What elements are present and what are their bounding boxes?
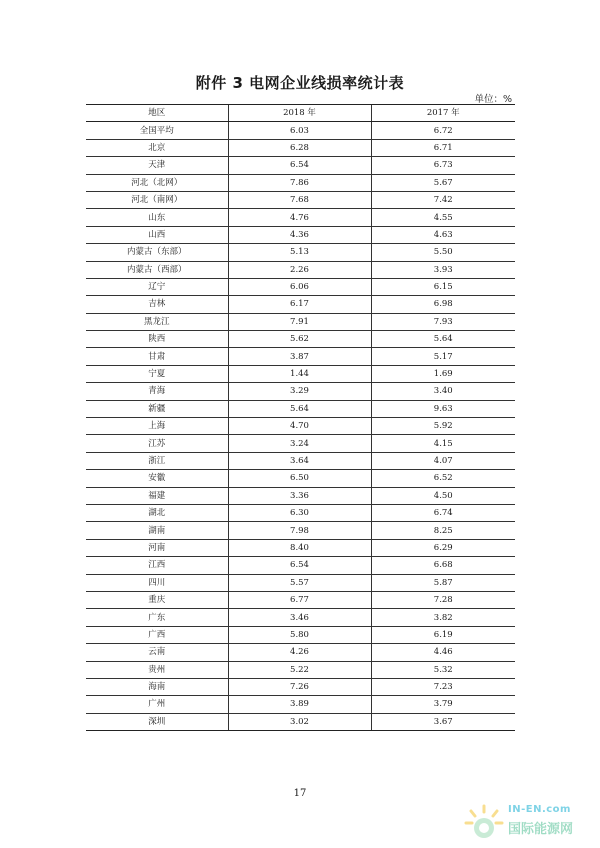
cell-2018: 6.06	[228, 278, 371, 295]
table-row	[86, 418, 515, 435]
table-row	[86, 278, 515, 295]
cell-2018: 7.68	[228, 191, 371, 208]
cell-2018: 8.40	[228, 539, 371, 556]
cell-2018: 3.89	[228, 696, 371, 713]
cell-region: 内蒙古（西部）	[86, 261, 228, 278]
cell-2017: 6.71	[371, 139, 515, 156]
cell-2018: 3.29	[228, 383, 371, 400]
cell-2018: 6.54	[228, 157, 371, 174]
table-row	[86, 609, 515, 626]
cell-2017: 5.32	[371, 661, 515, 678]
cell-2017: 6.98	[371, 296, 515, 313]
cell-2018: 4.26	[228, 644, 371, 661]
cell-2018: 3.87	[228, 348, 371, 365]
table-row	[86, 313, 515, 330]
cell-2018: 6.50	[228, 470, 371, 487]
header-2018: 2018 年	[228, 105, 371, 122]
table-row	[86, 191, 515, 208]
cell-2018: 3.64	[228, 452, 371, 469]
cell-2017: 8.25	[371, 522, 515, 539]
page-number: 17	[293, 788, 307, 799]
table-row	[86, 696, 515, 713]
table-row	[86, 331, 515, 348]
cell-region: 江苏	[86, 435, 228, 452]
cell-2018: 3.46	[228, 609, 371, 626]
table-row	[86, 678, 515, 695]
cell-region: 广州	[86, 696, 228, 713]
cell-2017: 7.42	[371, 191, 515, 208]
cell-region: 浙江	[86, 452, 228, 469]
table-row	[86, 626, 515, 643]
cell-2018: 5.64	[228, 400, 371, 417]
cell-2017: 4.15	[371, 435, 515, 452]
cell-2017: 9.63	[371, 400, 515, 417]
cell-region: 深圳	[86, 713, 228, 730]
watermark-cn: 国际能源网	[508, 822, 574, 837]
table-row	[86, 435, 515, 452]
cell-region: 湖北	[86, 504, 228, 521]
cell-2017: 6.52	[371, 470, 515, 487]
cell-region: 北京	[86, 139, 228, 156]
cell-region: 河南	[86, 539, 228, 556]
cell-region: 福建	[86, 487, 228, 504]
cell-region: 江西	[86, 557, 228, 574]
table-row	[86, 296, 515, 313]
table-row	[86, 522, 515, 539]
table-row	[86, 365, 515, 382]
header-region: 地区	[86, 105, 228, 122]
cell-2017: 3.93	[371, 261, 515, 278]
cell-region: 陕西	[86, 331, 228, 348]
cell-2018: 6.30	[228, 504, 371, 521]
cell-2018: 5.22	[228, 661, 371, 678]
cell-2017: 4.63	[371, 226, 515, 243]
cell-2017: 6.73	[371, 157, 515, 174]
cell-2017: 3.79	[371, 696, 515, 713]
cell-region: 内蒙古（东部）	[86, 244, 228, 261]
cell-2017: 6.19	[371, 626, 515, 643]
table-row	[86, 574, 515, 591]
cell-2018: 4.36	[228, 226, 371, 243]
cell-2018: 6.17	[228, 296, 371, 313]
cell-2018: 5.13	[228, 244, 371, 261]
cell-2017: 4.46	[371, 644, 515, 661]
cell-2018: 5.57	[228, 574, 371, 591]
cell-region: 重庆	[86, 591, 228, 608]
cell-region: 全国平均	[86, 122, 228, 139]
table-row	[86, 557, 515, 574]
cell-2017: 4.55	[371, 209, 515, 226]
cell-region: 新疆	[86, 400, 228, 417]
cell-2018: 1.44	[228, 365, 371, 382]
cell-2017: 3.40	[371, 383, 515, 400]
cell-region: 海南	[86, 678, 228, 695]
cell-region: 吉林	[86, 296, 228, 313]
cell-2017: 5.64	[371, 331, 515, 348]
cell-2018: 6.03	[228, 122, 371, 139]
cell-2017: 3.82	[371, 609, 515, 626]
table-row	[86, 661, 515, 678]
cell-2017: 1.69	[371, 365, 515, 382]
table-row	[86, 504, 515, 521]
table-row	[86, 226, 515, 243]
cell-2018: 2.26	[228, 261, 371, 278]
cell-2017: 4.07	[371, 452, 515, 469]
cell-2018: 3.02	[228, 713, 371, 730]
table-row	[86, 261, 515, 278]
cell-region: 山东	[86, 209, 228, 226]
cell-2017: 7.23	[371, 678, 515, 695]
table-header-row	[86, 105, 515, 122]
table-row	[86, 539, 515, 556]
cell-2018: 5.62	[228, 331, 371, 348]
cell-region: 青海	[86, 383, 228, 400]
cell-2018: 4.70	[228, 418, 371, 435]
cell-2018: 7.86	[228, 174, 371, 191]
table-row	[86, 157, 515, 174]
table-row	[86, 122, 515, 139]
sun-logo-icon	[462, 802, 506, 842]
cell-2017: 5.87	[371, 574, 515, 591]
cell-region: 辽宁	[86, 278, 228, 295]
cell-region: 山西	[86, 226, 228, 243]
table-row	[86, 174, 515, 191]
table-row	[86, 591, 515, 608]
cell-2017: 5.67	[371, 174, 515, 191]
table-row	[86, 209, 515, 226]
cell-2018: 7.26	[228, 678, 371, 695]
cell-region: 甘肃	[86, 348, 228, 365]
cell-2018: 5.80	[228, 626, 371, 643]
table-row	[86, 470, 515, 487]
cell-2017: 7.93	[371, 313, 515, 330]
unit-label: 单位：%	[474, 94, 512, 105]
cell-2018: 6.28	[228, 139, 371, 156]
cell-region: 四川	[86, 574, 228, 591]
cell-2018: 7.98	[228, 522, 371, 539]
table-row	[86, 452, 515, 469]
cell-2017: 5.92	[371, 418, 515, 435]
cell-2018: 4.76	[228, 209, 371, 226]
line-loss-table	[86, 104, 515, 731]
cell-region: 河北（北网）	[86, 174, 228, 191]
cell-2017: 4.50	[371, 487, 515, 504]
cell-region: 黑龙江	[86, 313, 228, 330]
table-row	[86, 400, 515, 417]
cell-2017: 6.15	[371, 278, 515, 295]
document-title: 附件 3 电网企业线损率统计表	[195, 74, 405, 92]
cell-region: 云南	[86, 644, 228, 661]
cell-2017: 3.67	[371, 713, 515, 730]
cell-2017: 5.17	[371, 348, 515, 365]
cell-region: 贵州	[86, 661, 228, 678]
cell-2017: 6.29	[371, 539, 515, 556]
table-row	[86, 487, 515, 504]
cell-region: 上海	[86, 418, 228, 435]
table-row	[86, 348, 515, 365]
table-row	[86, 244, 515, 261]
cell-region: 安徽	[86, 470, 228, 487]
table-row	[86, 713, 515, 730]
cell-2018: 3.24	[228, 435, 371, 452]
cell-2017: 6.72	[371, 122, 515, 139]
cell-2018: 6.54	[228, 557, 371, 574]
cell-2018: 7.91	[228, 313, 371, 330]
header-2017: 2017 年	[371, 105, 515, 122]
cell-region: 广西	[86, 626, 228, 643]
cell-region: 湖南	[86, 522, 228, 539]
cell-region: 宁夏	[86, 365, 228, 382]
site-watermark	[462, 788, 594, 842]
table-row	[86, 383, 515, 400]
cell-2017: 6.74	[371, 504, 515, 521]
cell-region: 天津	[86, 157, 228, 174]
cell-region: 河北（南网）	[86, 191, 228, 208]
table-row	[86, 644, 515, 661]
table-row	[86, 139, 515, 156]
cell-2017: 5.50	[371, 244, 515, 261]
cell-2017: 7.28	[371, 591, 515, 608]
cell-2017: 6.68	[371, 557, 515, 574]
watermark-en: IN-EN.com	[508, 804, 571, 815]
cell-2018: 3.36	[228, 487, 371, 504]
cell-region: 广东	[86, 609, 228, 626]
cell-2018: 6.77	[228, 591, 371, 608]
